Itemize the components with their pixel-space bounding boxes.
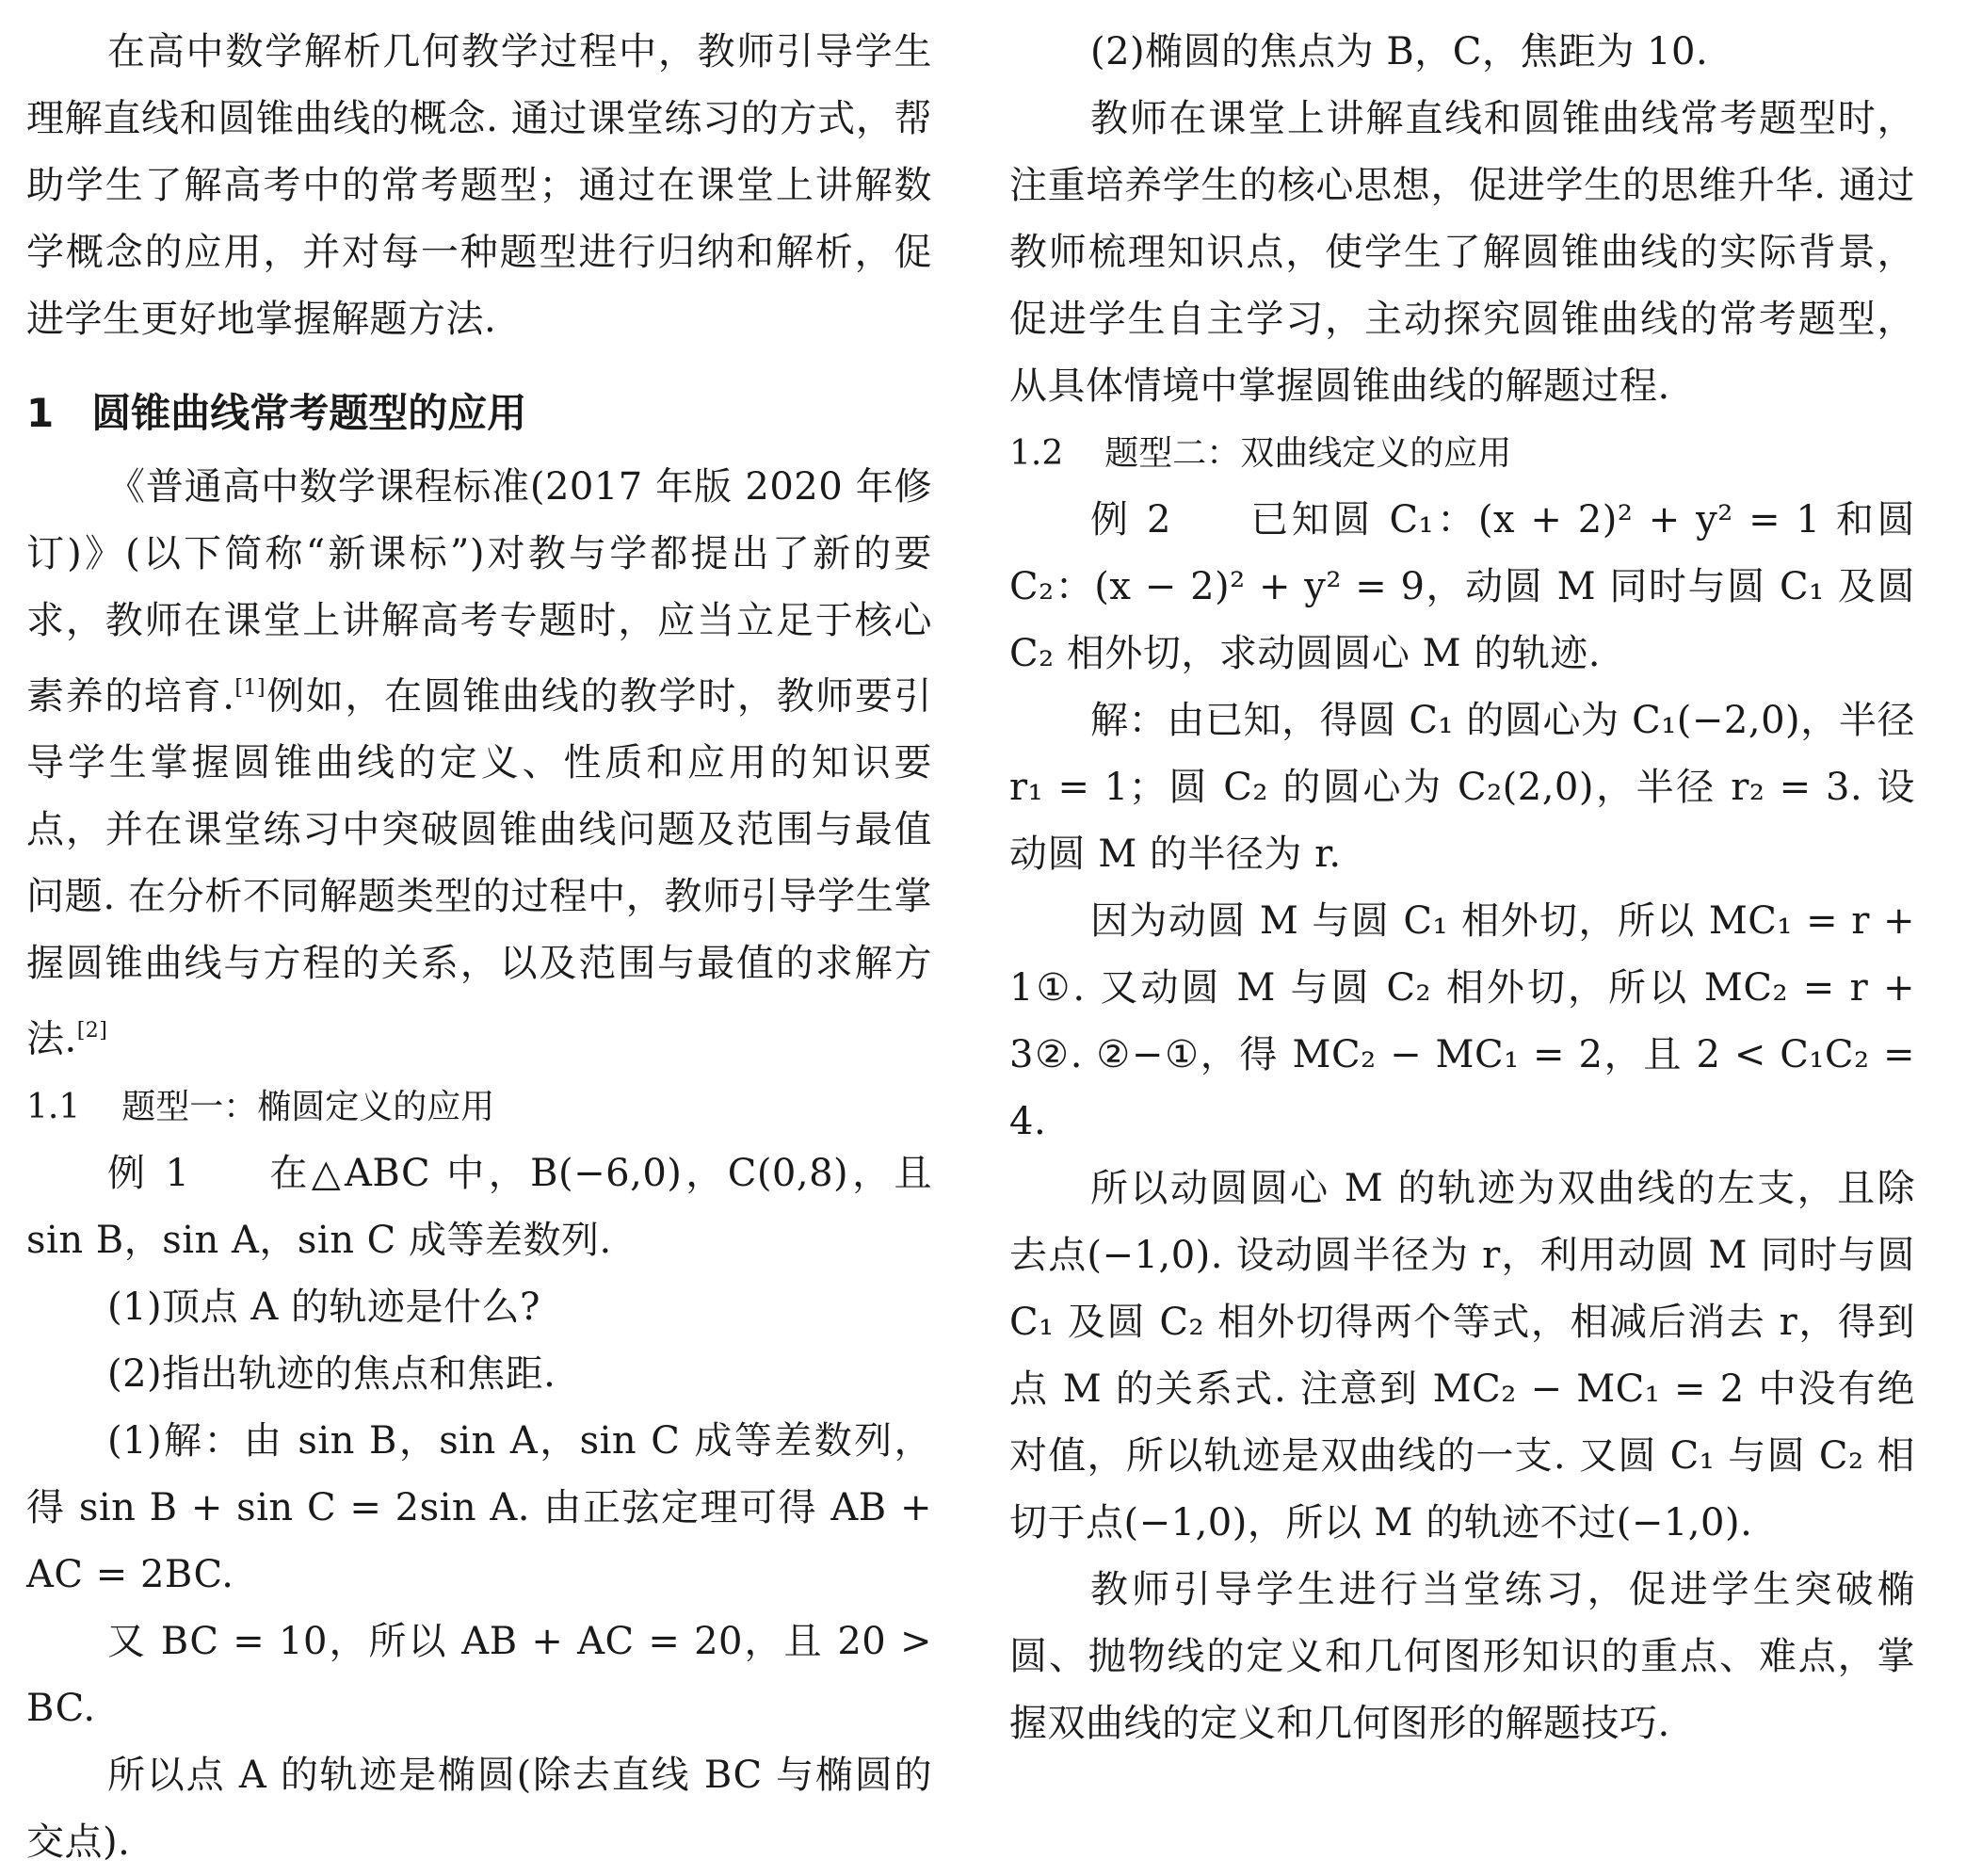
closing-paragraph: 教师引导学生进行当堂练习，促进学生突破椭圆、抛物线的定义和几何图形知识的重点、难点，掌握双曲线的定义和几何图形的解题技巧. <box>1009 1568 1915 1745</box>
intro-paragraph: 在高中数学解析几何教学过程中，教师引导学生理解直线和圆锥曲线的概念. 通过课堂练习的方式，帮助学生了解高考中的常考题型；通过在课堂上讲解数学概念的应用，并对每一种题型进行归纳和解析，促进学生更好地掌握解题方法. <box>26 30 932 341</box>
example-1 <box>26 1140 932 1274</box>
section-number: 1 <box>26 390 55 436</box>
answer-2: (2)椭圆的焦点为 B，C，焦距为 10. <box>1090 30 1709 73</box>
question-1: (1)顶点 A 的轨迹是什么? <box>107 1285 540 1329</box>
subsection-heading-1-2 <box>1009 420 1915 487</box>
subsection-title: 题型二：双曲线定义的应用 <box>1104 434 1512 473</box>
example-1-label: 例 1 <box>107 1151 190 1195</box>
teaching-paragraph: 教师在课堂上讲解直线和圆锥曲线常考题型时，注重培养学生的核心思想，促进学生的思维升华. 通过教师梳理知识点，使学生了解圆锥曲线的实际背景，促进学生自主学习，主动探究圆锥曲线的常考题型，从具体情境中掌握圆锥曲线的解题过程. <box>1009 97 1915 408</box>
solution-b: 因为动圆 M 与圆 C₁ 相外切，所以 MC₁ = r + 1①. 又动圆 M 与圆 C₂ 相外切，所以 MC₂ = r + 3②. ②−①，得 MC₂ − MC₁ = 2，且 2 < C₁C₂ = 4. <box>1009 899 1915 1143</box>
example-1-text: 在△ABC 中，B(−6,0)，C(0,8)，且 sin B，sin A，sin C 成等差数列. <box>26 1151 932 1262</box>
citation-ref-2: [2] <box>76 1019 108 1043</box>
section-heading <box>26 380 932 446</box>
subsection-heading-1-1 <box>26 1074 932 1140</box>
section1-paragraph <box>26 454 932 1074</box>
solution-3: 所以点 A 的轨迹是椭圆(除去直线 BC 与椭圆的交点). <box>26 1753 932 1864</box>
subsection-title: 题型一：椭圆定义的应用 <box>121 1087 495 1126</box>
left-column <box>26 19 932 1876</box>
subsection-number: 1.2 <box>1009 434 1064 473</box>
example-2-label: 例 2 <box>1090 498 1171 542</box>
subsection-number: 1.1 <box>26 1087 81 1126</box>
example-2 <box>1009 487 1915 687</box>
section-title: 圆锥曲线常考题型的应用 <box>91 390 527 436</box>
citation-ref-1: [1] <box>234 676 266 700</box>
right-column <box>1009 19 1915 1757</box>
section1-paragraph-part1: 《普通高中数学课程标准(2017 年版 2020 年修订)》(以下简称“新课标”)对教与学都提出了新的要求，教师在课堂上讲解高考专题时，应当立足于核心素养的培育. <box>26 465 932 719</box>
solution-c: 所以动圆圆心 M 的轨迹为双曲线的左支，且除去点(−1,0). 设动圆半径为 r，利用动圆 M 同时与圆 C₁ 及圆 C₂ 相外切得两个等式，相减后消去 r，得到点 M 的关系式. 注意到 MC₂ − MC₁ = 2 中没有绝对值，所以轨迹是双曲线的一支. 又圆 C₁ 与圆 C₂ 相切于点(−1,0)，所以 M 的轨迹不过(−1,0). <box>1009 1167 1915 1544</box>
solution-2: 又 BC = 10，所以 AB + AC = 20，且 20 > BC. <box>26 1619 932 1730</box>
solution-a: 解：由已知，得圆 C₁ 的圆心为 C₁(−2,0)，半径 r₁ = 1；圆 C₂ 的圆心为 C₂(2,0)，半径 r₂ = 3. 设动圆 M 的半径为 r. <box>1009 699 1915 876</box>
example-2-text: 已知圆 C₁：(x + 2)² + y² = 1 和圆 C₂：(x − 2)² + y² = 9，动圆 M 同时与圆 C₁ 及圆 C₂ 相外切，求动圆圆心 M 的轨迹. <box>1009 498 1915 675</box>
question-2: (2)指出轨迹的焦点和焦距. <box>107 1351 556 1396</box>
solution-1: (1)解：由 sin B，sin A，sin C 成等差数列，得 sin B + sin C = 2sin A. 由正弦定理可得 AB + AC = 2BC. <box>26 1418 932 1596</box>
section1-paragraph-part2: 例如，在圆锥曲线的教学时，教师要引导学生掌握圆锥曲线的定义、性质和应用的知识要点，并在课堂练习中突破圆锥曲线问题及范围与最值问题. 在分析不同解题类型的过程中，教师引导学生掌握圆锥曲线与方程的关系，以及范围与最值的求解方法. <box>26 674 932 1061</box>
